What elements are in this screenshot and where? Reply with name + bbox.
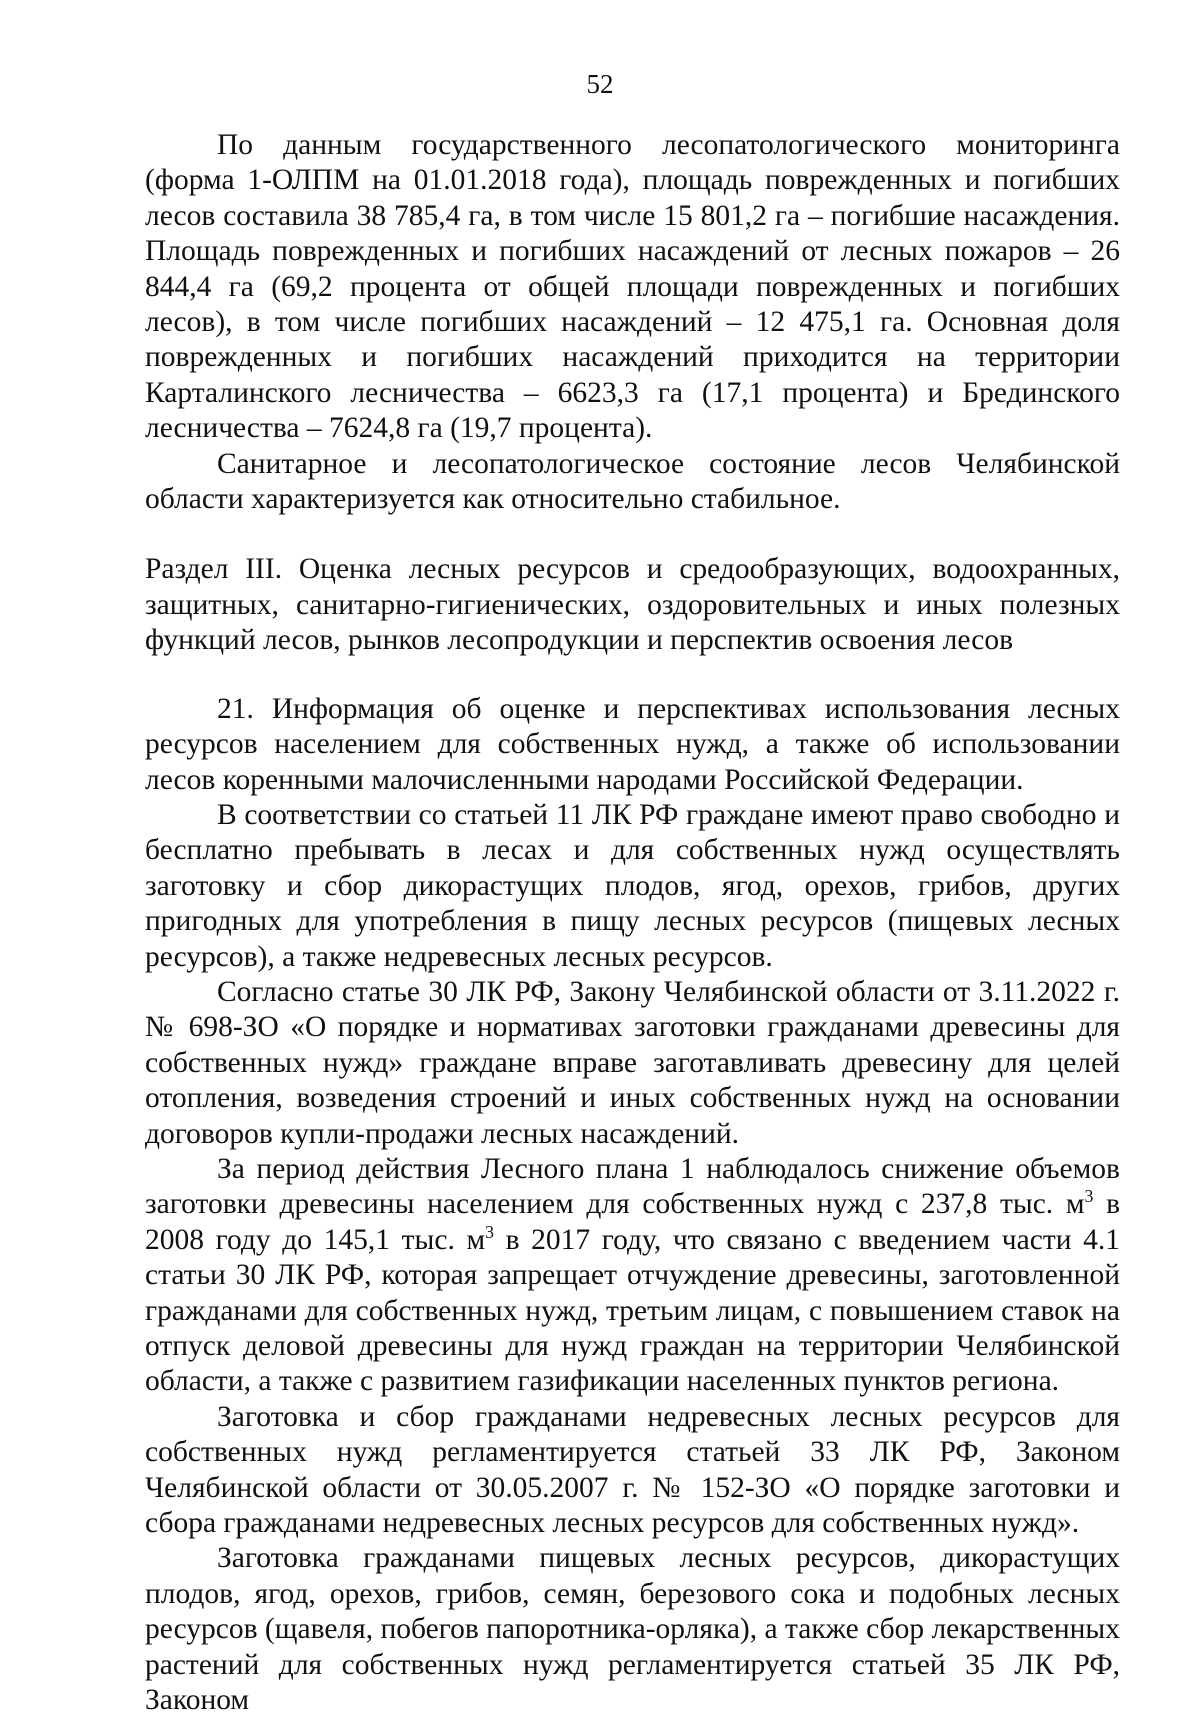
paragraph-article-11: В соответствии со статьей 11 ЛК РФ граждане имеют право свободно и бесплатно пребывать в лесах и для собственных нужд осуществлять заготовку и сбор дикорастущих плодов, ягод, орехов, грибов, других пригодных для употребления в пищу лесных ресурсов (пищевых лесных ресурсов), а также недревесных лесных ресурсов. xyxy=(145,798,1120,973)
superscript: 3 xyxy=(485,1221,494,1242)
superscript: 3 xyxy=(1084,1186,1094,1207)
text-segment: в 2008 году до 145,1 тыс. м xyxy=(145,1188,1120,1256)
text-segment: За период действия Лесного плана 1 наблюдалось снижение объемов заготовки древесины населением для собственных нужд с 237,8 тыс. м xyxy=(145,1152,1120,1221)
document-body xyxy=(145,128,1120,1718)
paragraph-monitoring: По данным государственного лесопатологического мониторинга (форма 1-ОЛПМ на 01.01.2018 года), площадь поврежденных и погибших лесов составила 38 785,4 га, в том числе 15 801,2 га – погибшие насаждения. Площадь поврежденных и погибших насаждений от лесных пожаров – 26 844,4 га (69,2 процента от общей площади поврежденных и погибших лесов), в том числе погибших насаждений – 12 475,1 га. Основная доля поврежденных и погибших насаждений приходится на территории Карталинского лесничества – 6623,3 га (17,1 процента) и Брединского лесничества – 7624,8 га (19,7 процента). xyxy=(145,129,1120,445)
paragraph-article-35: Заготовка гражданами пищевых лесных ресурсов, дикорастущих плодов, ягод, орехов, грибов, семян, березового сока и подобных лесных ресурсов (щавеля, побегов папоротника-орляка), а также сбор лекарственных растений для собственных нужд регламентируется статьей 35 ЛК РФ, Законом xyxy=(145,1542,1120,1717)
text-segment: в 2017 году, что связано с введением части 4.1 статьи 30 ЛК РФ, которая запрещает отчуждение древесины, заготовленной гражданами для собственных нужд, третьим лицам, с повышением ставок на отпуск деловой древесины для нужд граждан на территории Челябинской области, а также с развитием газификации населенных пунктов региона. xyxy=(145,1223,1121,1398)
paragraph-article-30: Согласно статье 30 ЛК РФ, Закону Челябинской области от 3.11.2022 г. № 698-ЗО «О порядке и нормативах заготовки гражданами древесины для собственных нужд» граждане вправе заготавливать древесину для целей отопления, возведения строений и иных собственных нужд на основании договоров купли-продажи лесных насаждений. xyxy=(145,975,1120,1150)
section-heading: Раздел III. Оценка лесных ресурсов и средообразующих, водоохранных, защитных, санитарно-гигиенических, оздоровительных и иных полезных функций лесов, рынков лесопродукции и перспектив освоения лесов xyxy=(145,553,1120,657)
paragraph-sanitary-state: Санитарное и лесопатологическое состояние лесов Челябинской области характеризуется как относительно стабильное. xyxy=(145,447,1120,516)
paragraph-item-21: 21. Информация об оценке и перспективах использования лесных ресурсов населением для собственных нужд, а также об использовании лесов коренными малочисленными народами Российской Федерации. xyxy=(145,692,1120,796)
paragraph-article-33: Заготовка и сбор гражданами недревесных лесных ресурсов для собственных нужд регламентируется статьей 33 ЛК РФ, Законом Челябинской области от 30.05.2007 г. № 152-ЗО «О порядке заготовки и сбора гражданами недревесных лесных ресурсов для собственных нужд». xyxy=(145,1400,1120,1540)
page-number: 52 xyxy=(586,69,614,99)
paragraph-timber-volume xyxy=(145,1152,1120,1400)
